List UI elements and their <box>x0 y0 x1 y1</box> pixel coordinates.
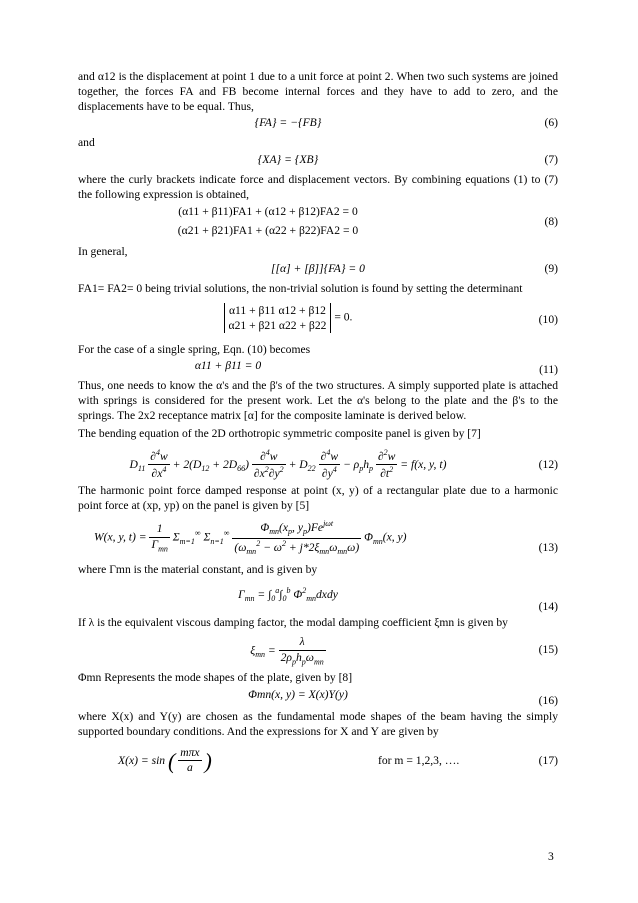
equation-7 <box>78 153 558 173</box>
paragraph-and: and <box>78 136 95 150</box>
paragraph-9: If λ is the equivalent viscous damping factor, the modal damping coefficient ξmn is given by <box>78 616 508 630</box>
equation-number-10: (10) <box>538 312 558 326</box>
determinant-rhs: = 0. <box>334 310 353 324</box>
equation-9-body: [[α] + [β]]{FA} = 0 <box>271 261 365 275</box>
equation-10 <box>78 299 558 343</box>
paragraph-7: The harmonic point force damped response at point (x, y) of a rectangular plate due to a harmonic point force at (xp, yp) on the panel is given by [5] <box>78 483 558 512</box>
equation-8b: (α21 + β21)FA1 + (α22 + β22)FA2 = 0 <box>177 223 359 237</box>
paragraph-8: where Γmn is the material constant, and is given by <box>78 563 318 577</box>
equation-number-17: (17) <box>538 753 558 767</box>
paragraph-10: Φmn Represents the mode shapes of the plate, given by [8] <box>78 671 353 685</box>
paragraph-6: The bending equation of the 2D orthotropic symmetric composite panel is given by [7] <box>78 426 481 440</box>
equation-11 <box>78 359 558 379</box>
determinant <box>224 303 332 333</box>
equation-6-body: {FA} = −{FB} <box>254 116 322 130</box>
equation-number-11: (11) <box>539 363 558 377</box>
equation-8 <box>78 205 558 245</box>
equation-7-body: {XA} = {XB} <box>257 153 319 167</box>
paragraph-2: where the curly brackets indicate force and displacement vectors. By combining equations (1) to (7) the following expression is obtained, <box>78 173 558 202</box>
paragraph-1: and α12 is the displacement at point 1 due to a unit force at point 2. When two such systems are joined together, the forces FA and FB become internal forces and they have to add to zero, and the displacements have to be equal. Thus, <box>78 70 558 113</box>
equation-16 <box>78 688 558 710</box>
equation-number-13: (13) <box>538 541 558 555</box>
paragraph-5: Thus, one needs to know the α's and the β's of the two structures. A simply supported plate is attached with springs is considered for the present work. Let the α's belong to the plate and the β's to the springs. The 2x2 receptance matrix [α] for the composite laminate is derived below. <box>78 379 558 423</box>
equation-number-12: (12) <box>538 457 558 471</box>
equation-16-body: Φmn(x, y) = X(x)Y(y) <box>248 687 348 701</box>
determinant-row-1: α11 + β11 α12 + β12 <box>228 303 326 317</box>
equation-number-7: (7) <box>544 153 558 167</box>
equation-11-body: α11 + β11 = 0 <box>194 359 262 373</box>
equation-12: $D_{11}$ $\frac{\partial^4w}{\partial x^4}$ + $2(D_{12} + 2D_{66})$ $\frac{\partial^4w}{\partial x^2\partial y^2}$ + $D_{22}$ $\frac{\partial^4w}{\partial y^4}$ − $\rho_ph_p$ $\frac{\partial^2w}{\partial t^2}$ = f(x, y, t) (12) <box>129 447 558 481</box>
equation-6 <box>78 116 558 136</box>
equation-15: $\xi_{mn}$ = $\frac{\lambda}{2\rho_ph_p\omega_{mn}}$ (15) <box>250 635 558 667</box>
equation-number-8: (8) <box>544 214 558 228</box>
equation-14: $\Gamma_{mn} = \int_0^a\int_0^b$ $\Phi^2_{mn}dxdy$ (14) <box>238 586 558 614</box>
equation-17: X(x) = sin ( $\frac{\text{mπx}}{a}$ ) for m = 1,2,3, …. (17) <box>118 745 558 775</box>
equation-9 <box>78 262 558 282</box>
equation-number-6: (6) <box>544 116 558 130</box>
equation-number-15: (15) <box>538 643 558 657</box>
paper-page <box>78 70 558 782</box>
equation-17-condition: for m = 1,2,3, …. <box>378 753 460 767</box>
paragraph-4: For the case of a single spring, Eqn. (10) becomes <box>78 342 311 356</box>
paragraph-3: FA1= FA2= 0 being trivial solutions, the non-trivial solution is found by setting the determinant <box>78 281 523 295</box>
paragraph-general: In general, <box>78 244 128 258</box>
paragraph-11: where X(x) and Y(y) are chosen as the fundamental mode shapes of the beam having the simply supported boundary conditions. And the expressions for X and Y are given by <box>78 709 558 738</box>
equation-number-14: (14) <box>538 600 558 614</box>
equation-number-9: (9) <box>544 261 558 275</box>
equation-8a: (α11 + β11)FA1 + (α12 + β12)FA2 = 0 <box>178 204 358 218</box>
page-number: 3 <box>548 850 554 863</box>
equation-13: W(x, y, t) = $\frac{1}{\Gamma_{mn}}$ $\Sigma_{m=1}^\infty$ $\Sigma_{n=1}^\infty$ $\frac{\Phi_{mn}(x_p, y_p)Fe^{j\omega t}}{(\omega_{mn}^2 - \omega^2 + j*2\xi_{mn}\omega_{mn}\omega)}$ $\Phi_{mn}(x$, y) (13) <box>94 519 558 556</box>
equation-number-16: (16) <box>538 693 558 707</box>
determinant-row-2: α21 + β21 α22 + β22 <box>228 318 327 332</box>
